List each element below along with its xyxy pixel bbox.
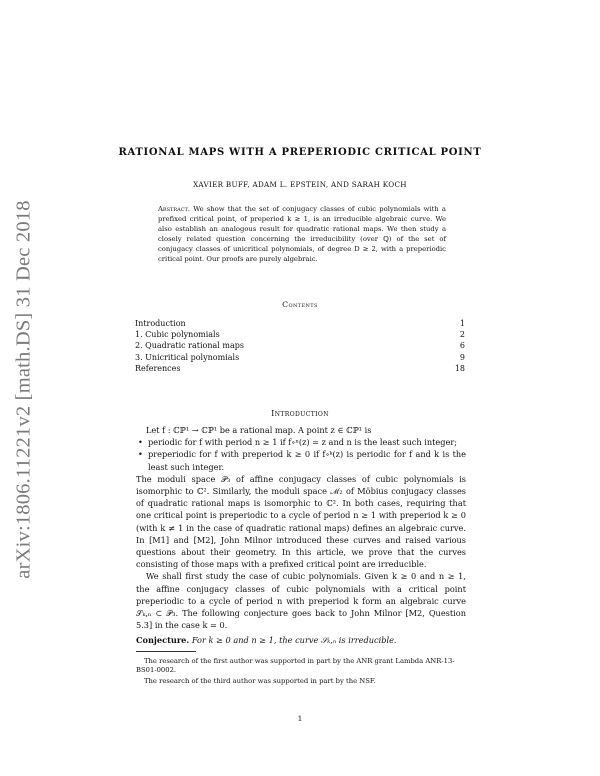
toc-page: 18 [454, 363, 465, 373]
toc-page: 9 [459, 352, 465, 362]
abstract-label: Abstract. [158, 205, 191, 213]
definition-periodic: • periodic for f with period n ≥ 1 if f∘ⁿ(z) = z and n is the least such integer; [136, 436, 466, 448]
toc-entry-quadratic-rational-maps[interactable] [135, 340, 465, 351]
toc-entry-references[interactable] [135, 363, 465, 374]
toc-page: 6 [459, 341, 465, 351]
toc-label: 3. Unicritical polynomials [135, 352, 240, 362]
toc-entry-unicritical-polynomials[interactable] [135, 352, 465, 363]
definition-preperiodic: • preperiodic for f with preperiod k ≥ 0 if f∘ᵏ(z) is periodic for f and k is the least such integer. [136, 448, 466, 472]
paper-authors: XAVIER BUFF, ADAM L. EPSTEIN, AND SARAH KOCH [193, 180, 407, 189]
toc-page: 1 [459, 319, 465, 328]
introduction-heading: Introduction [271, 408, 329, 418]
conjecture-text: For k ≥ 0 and n ≥ 1, the curve 𝒮ₖ,ₙ is irreducible. [191, 635, 397, 646]
intro-lead: Let f : ℂℙ¹ → ℂℙ¹ be a rational map. A point z ∈ ℂℙ¹ is [146, 425, 372, 435]
conjecture-label: Conjecture. [136, 635, 190, 646]
contents-heading: Contents [282, 300, 318, 309]
arxiv-identifier-text: arXiv:1806.11221v2 [math.DS] 31 Dec 2018 [12, 199, 35, 579]
intro-paragraph-2: We shall first study the case of cubic polynomials. Given k ≥ 0 and n ≥ 1, the affine conjugacy classes of cubic polynomials with a critical point preperiodic to a cycle of period n with preperiod k form an algebraic curve 𝒮ₖ,ₙ ⊂ 𝒫₃. The following conjecture goes back to John Milnor [M2, Question 5.3] in the case k = 0. [136, 571, 466, 631]
table-of-contents [135, 318, 465, 374]
introduction-body [136, 424, 466, 647]
abstract-text: We show that the set of conjugacy classes of cubic polynomials with a prefixed critical point, of preperiod k ≥ 1, is an irreducible algebraic curve. We also establish an analogous result for quadratic rational maps. We then study a closely related question concerning the irreducibility (over ℚ) of the set of conjugacy classes of unicritical polynomials, of degree D ≥ 2, with a preperiodic critical point. Our proofs are purely algebraic. [158, 205, 446, 263]
footnotes [136, 657, 466, 687]
footnote-first-author: The research of the first author was supported in part by the ANR grant Lambda ANR-13-BS01-0002. [136, 657, 455, 675]
intro-paragraph-1: The moduli space 𝒫₃ of affine conjugacy classes of cubic polynomials is isomorphic to ℂ². Similarly, the moduli space ℳ₂ of Möbius conjugacy classes of quadratic rational maps is isomorphic to ℂ². In both cases, requiring that one critical point is preperiodic to a cycle of period n ≥ 1 with preperiod k ≥ 0 (with k ≠ 1 in the case of quadratic rational maps) defines an algebraic curve. In [M1] and [M2], John Milnor introduced these curves and raised various questions about their geometry. In this article, we prove that the curves consisting of those maps with a prefixed critical point are irreducible. [136, 473, 466, 570]
toc-page: 2 [459, 330, 465, 340]
page-number: 1 [297, 714, 303, 723]
toc-label: 2. Quadratic rational maps [135, 341, 244, 351]
toc-entry-cubic-polynomials[interactable] [135, 329, 465, 340]
toc-label: 1. Cubic polynomials [135, 330, 220, 340]
arxiv-identifier [6, 194, 42, 584]
abstract [158, 204, 446, 264]
conjecture [136, 634, 466, 646]
footnote-rule [136, 651, 196, 652]
footnote-third-author: The research of the third author was supported in part by the NSF. [144, 676, 376, 685]
paper-title: RATIONAL MAPS WITH A PREPERIODIC CRITICAL POINT [118, 147, 482, 158]
definition-list [136, 436, 466, 473]
toc-label: Introduction [135, 319, 186, 328]
toc-entry-introduction[interactable] [135, 318, 465, 329]
toc-label: References [135, 363, 181, 373]
